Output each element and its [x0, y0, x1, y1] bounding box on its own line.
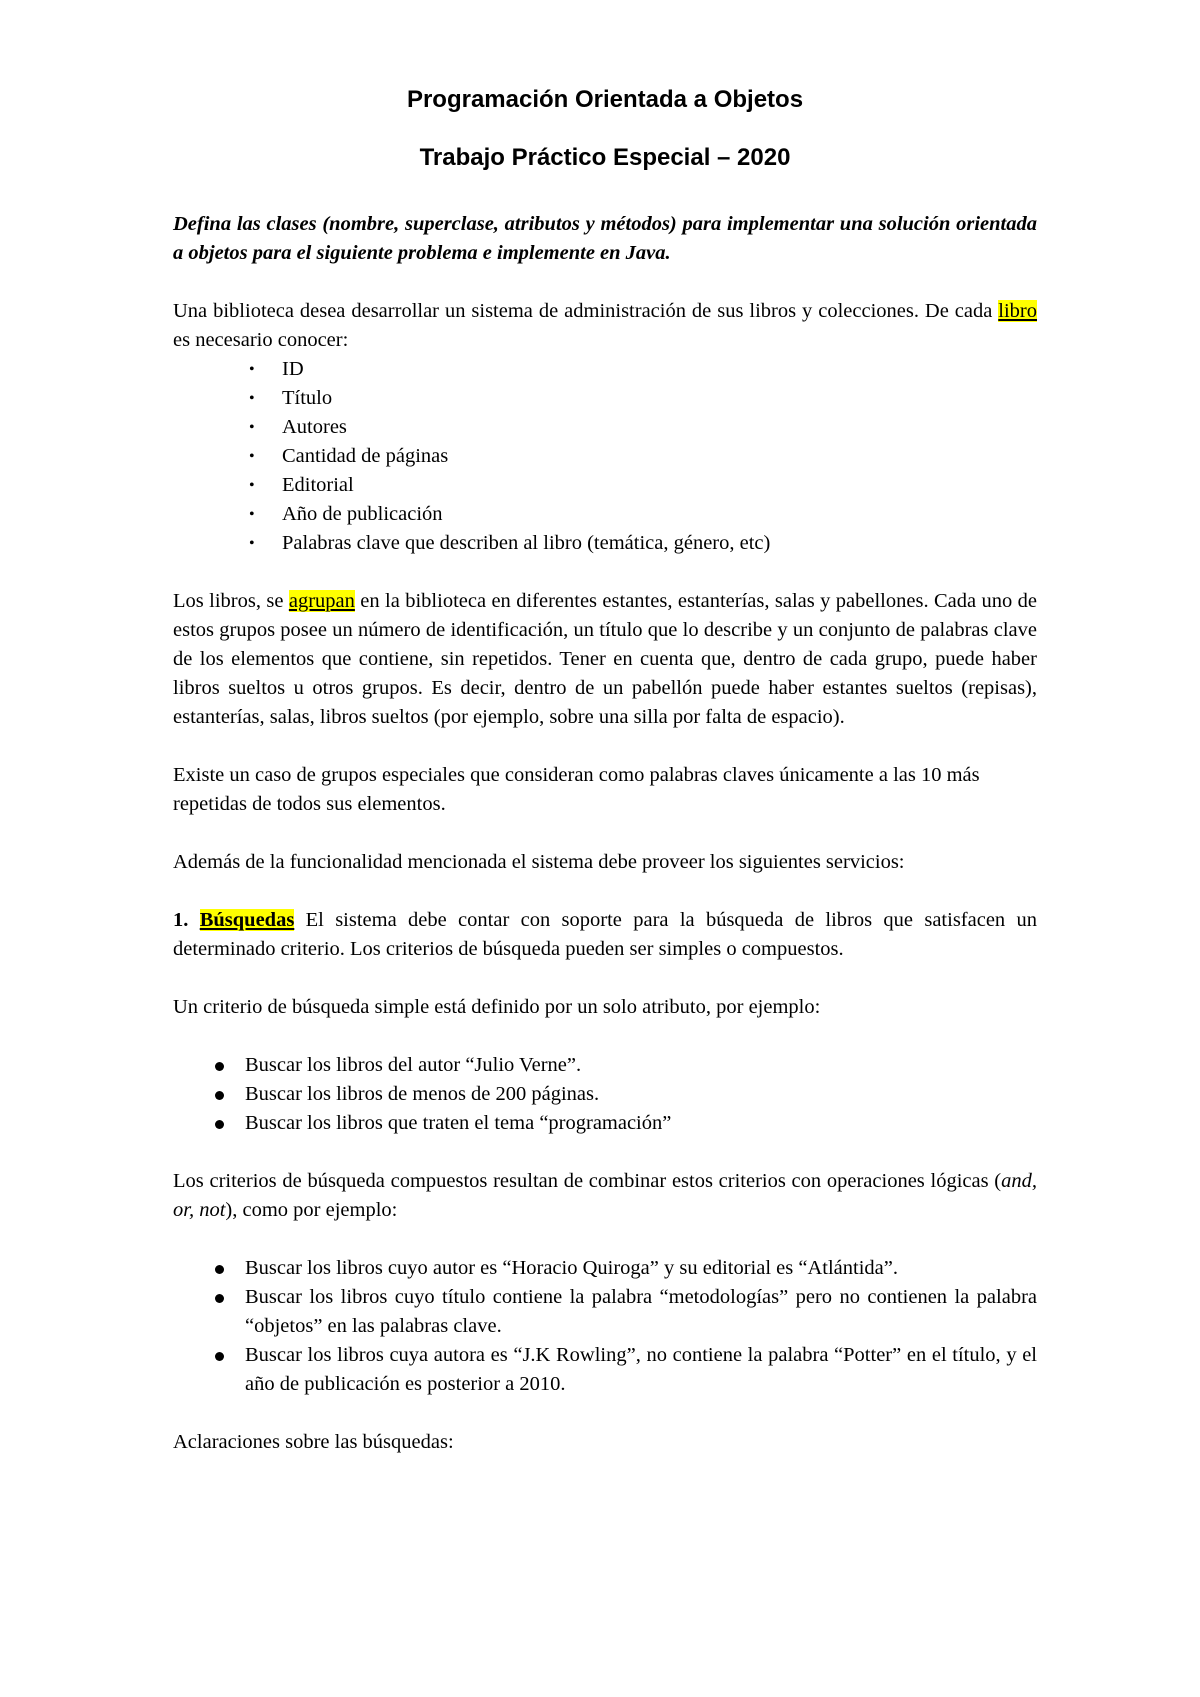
list-item: Buscar los libros cuya autora es “J.K Rowling”, no contiene la palabra “Potter” en el título, y el año de publicación es posterior a 2010.: [173, 1341, 1037, 1399]
paragraph-services: Además de la funcionalidad mencionada el sistema debe proveer los siguientes servicios:: [173, 851, 905, 873]
paragraph-simple-criteria: Un criterio de búsqueda simple está definido por un solo atributo, por ejemplo:: [173, 996, 821, 1018]
list-item: • Cantidad de páginas: [249, 445, 449, 467]
list-item: • Año de publicación: [249, 503, 443, 525]
list-item: Buscar los libros cuyo título contiene la palabra “metodologías” pero no contienen la palabra “objetos” en las palabras clave.: [173, 1283, 1037, 1341]
section-heading-busquedas: Búsquedas: [199, 909, 295, 931]
list-item: • Autores: [249, 416, 347, 438]
paragraph-special-groups: Existe un caso de grupos especiales que consideran como palabras claves únicamente a las 10 más repetidas de todos sus elementos.: [173, 764, 980, 815]
paragraph-compound-criteria: Los criterios de búsqueda compuestos resultan de combinar estos criterios con operaciones lógicas (and, or, not), como por ejemplo:: [173, 1170, 1037, 1221]
paragraph-clarifications: Aclaraciones sobre las búsquedas:: [173, 1431, 454, 1453]
list-item: Buscar los libros cuyo autor es “Horacio Quiroga” y su editorial es “Atlántida”.: [173, 1254, 1037, 1283]
section-busquedas: 1. Búsquedas El sistema debe contar con soporte para la búsqueda de libros que satisfacen un determinado criterio. Los criterios de búsqueda pueden ser simples o compuestos.: [173, 909, 1038, 960]
book-fields-list: [173, 355, 1037, 558]
simple-examples-list: [173, 1051, 1037, 1138]
paragraph-books: Una biblioteca desea desarrollar un sistema de administración de sus libros y colecciones. De cada libro es necesario conocer:: [173, 300, 1037, 351]
page-title: Programación Orientada a Objetos: [406, 86, 804, 113]
highlight-libro: libro: [998, 300, 1037, 322]
list-item: • Palabras clave que describen al libro (temática, género, etc): [249, 532, 771, 554]
intro-paragraph: Defina las clases (nombre, superclase, atributos y métodos) para implementar una solución orientada a objetos para el siguiente problema e implemente en Java.: [173, 213, 1037, 264]
list-item: • ID: [249, 358, 304, 380]
list-item: Buscar los libros que traten el tema “programación”: [173, 1109, 1037, 1138]
list-item: Buscar los libros del autor “Julio Verne”.: [173, 1051, 1037, 1080]
list-item: • Título: [249, 387, 333, 409]
paragraph-groups: Los libros, se agrupan en la biblioteca en diferentes estantes, estanterías, salas y pabellones. Cada uno de estos grupos posee un número de identificación, un título que lo describe y un conjunto de palabras clave de los elementos que contiene, sin repetidos. Tener en cuenta que, dentro de cada grupo, puede haber libros sueltos u otros grupos. Es decir, dentro de un pabellón puede haber estantes sueltos (repisas), estanterías, salas, libros sueltos (por ejemplo, sobre una silla por falta de espacio).: [173, 590, 1037, 728]
compound-examples-list: [173, 1254, 1037, 1399]
list-item: Buscar los libros de menos de 200 páginas.: [173, 1080, 1037, 1109]
list-item: • Editorial: [249, 474, 354, 496]
page-subtitle: Trabajo Práctico Especial – 2020: [419, 144, 791, 171]
highlight-agrupan: agrupan: [288, 590, 355, 612]
